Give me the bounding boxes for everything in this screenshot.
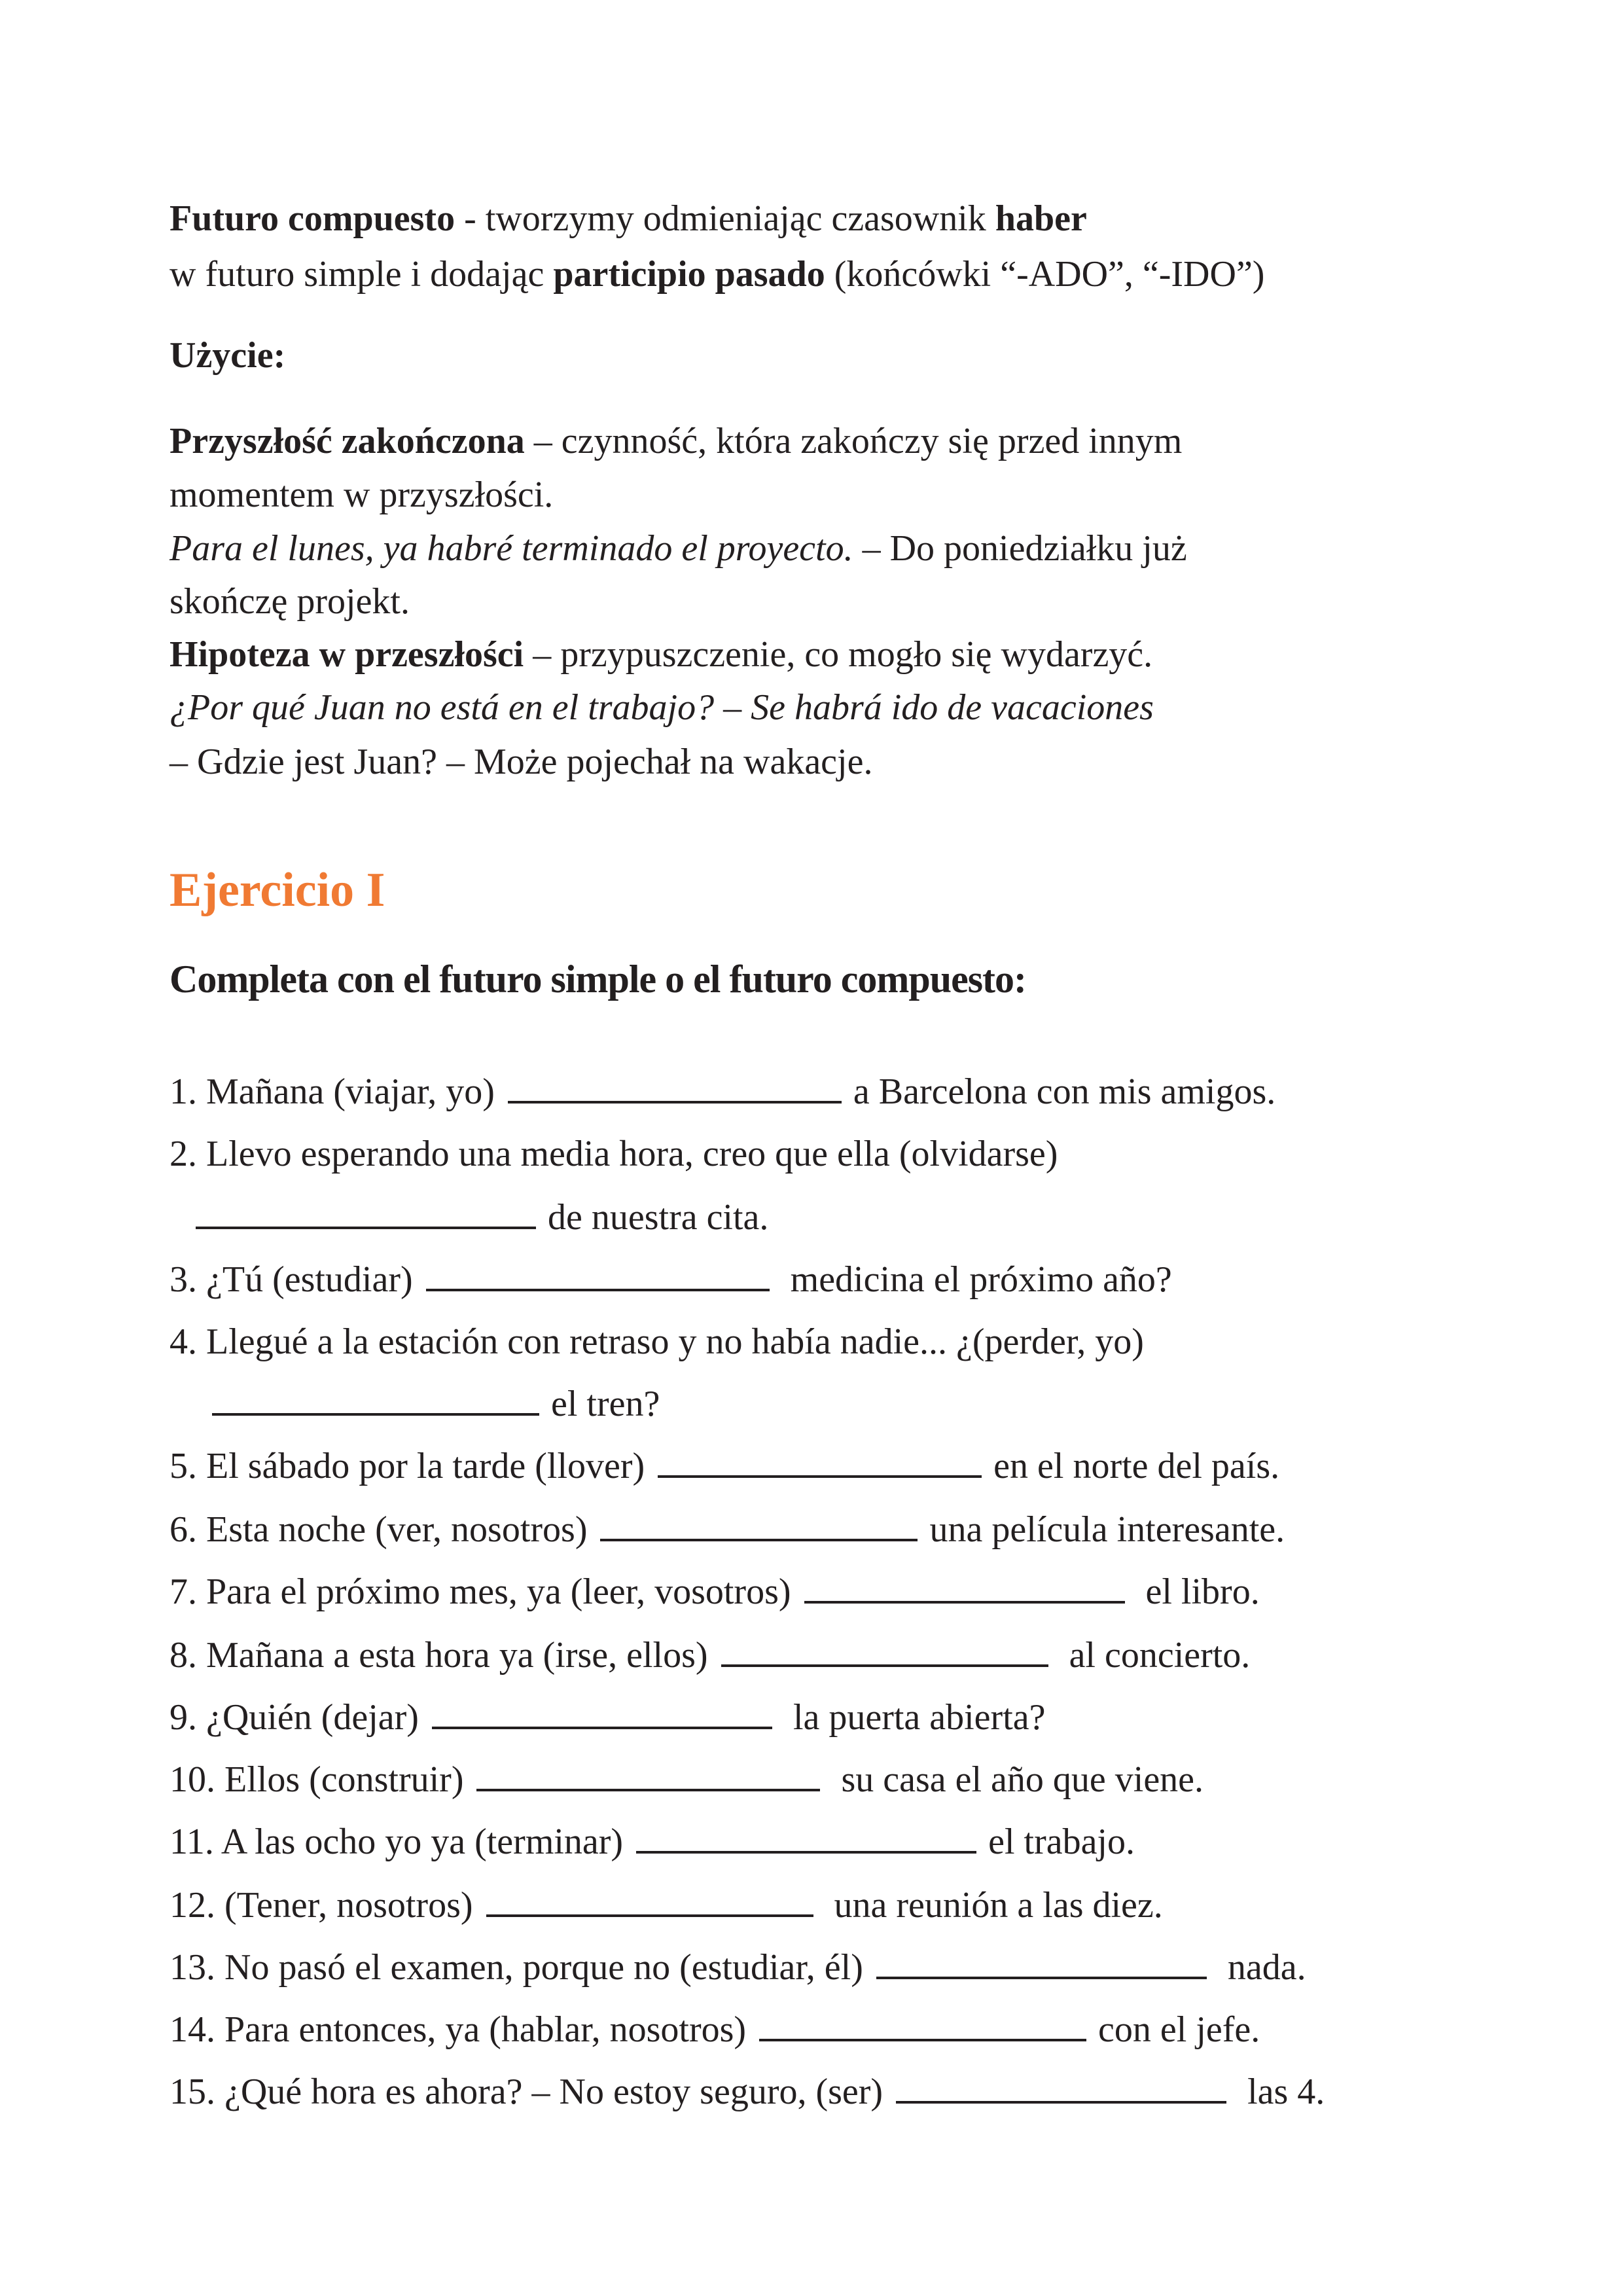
answer-blank[interactable] (432, 1726, 772, 1729)
answer-blank[interactable] (476, 1788, 820, 1791)
answer-blank[interactable] (196, 1226, 536, 1229)
item-prompt: 10. Ellos (construir) (169, 1759, 464, 1800)
example-es: Para el lunes, ya habré terminado el proyecto. (169, 528, 853, 569)
usage-2 (169, 634, 1152, 675)
item-continuation: con el jefe. (1098, 2009, 1260, 2050)
exercise-title: Ejercicio I (169, 863, 385, 917)
item-prompt: 14. Para entonces, ya (hablar, nosotros) (169, 2009, 747, 2050)
usage-1-text: – czynność, która zakończy się przed innym (524, 421, 1183, 461)
exercise-item (212, 1383, 660, 1425)
item-prompt: 3. ¿Tú (estudiar) (169, 1259, 413, 1300)
exercise-item (169, 1821, 1135, 1863)
exercise-item (169, 1445, 1279, 1487)
exercise-item (169, 1634, 1250, 1676)
answer-blank[interactable] (804, 1600, 1125, 1604)
item-prompt: 15. ¿Qué hora es ahora? – No estoy seguro, (ser) (169, 2072, 883, 2112)
exercise-item (169, 1571, 1260, 1613)
answer-blank[interactable] (658, 1475, 982, 1478)
exercise-item (169, 1321, 1144, 1363)
item-prompt: 8. Mañana a esta hora ya (irse, ellos) (169, 1635, 708, 1676)
exercise-item (169, 1696, 1045, 1738)
usage-2-text: – przypuszczenie, co mogło się wydarzyć. (524, 634, 1153, 675)
answer-blank[interactable] (636, 1850, 976, 1854)
usage-1-term: Przyszłość zakończona (169, 421, 525, 461)
item-continuation: la puerta abierta? (783, 1697, 1046, 1738)
item-prompt: 1. Mañana (viajar, yo) (169, 1071, 495, 1112)
exercise-item (169, 1071, 1275, 1113)
answer-blank[interactable] (212, 1412, 539, 1416)
exercise-instruction: Completa con el futuro simple o el futuro compuesto: (169, 958, 1027, 1001)
item-continuation: en el norte del país. (993, 1446, 1280, 1486)
item-continuation: las 4. (1238, 2072, 1325, 2112)
exercise-item (169, 1946, 1306, 1988)
item-prompt: 5. El sábado por la tarde (llover) (169, 1446, 645, 1486)
item-continuation: de nuestra cita. (548, 1197, 769, 1238)
item-continuation: medicina el próximo año? (781, 1259, 1172, 1300)
term-participio: participio pasado (553, 254, 825, 295)
answer-blank[interactable] (486, 1914, 813, 1917)
example-pl: – Do poniedziałku już (853, 528, 1187, 569)
intro-text: (końcówki “-ADO”, “-IDO”) (825, 254, 1265, 295)
intro-text: - tworzymy odmieniając czasownik (455, 198, 995, 239)
answer-blank[interactable] (600, 1538, 918, 1541)
intro-line-1 (169, 198, 1087, 240)
exercise-item (169, 1884, 1163, 1926)
item-prompt: 11. A las ocho yo ya (terminar) (169, 1821, 624, 1862)
item-continuation: una película interesante. (929, 1509, 1285, 1550)
answer-blank[interactable] (896, 2100, 1226, 2104)
intro-line-2 (169, 253, 1264, 295)
exercise-item (169, 2071, 1325, 2113)
item-continuation: una reunión a las diez. (825, 1885, 1163, 1926)
exercise-item (196, 1196, 768, 1238)
item-continuation: al concierto. (1060, 1635, 1251, 1676)
term-haber: haber (995, 198, 1087, 239)
usage-2-term: Hipoteza w przeszłości (169, 634, 524, 675)
answer-blank[interactable] (759, 2038, 1086, 2041)
answer-blank[interactable] (721, 1664, 1048, 1667)
item-continuation: su casa el año que viene. (832, 1759, 1204, 1800)
item-continuation: nada. (1218, 1947, 1306, 1988)
answer-blank[interactable] (508, 1100, 842, 1103)
exercise-item (169, 2009, 1260, 2051)
exercise-item (169, 1509, 1285, 1551)
item-prompt: 4. Llegué a la estación con retraso y no había nadie... ¿(perder, yo) (169, 1321, 1144, 1362)
usage-label: Użycie: (169, 335, 286, 376)
item-prompt: 12. (Tener, nosotros) (169, 1885, 473, 1926)
exercise-item (169, 1133, 1058, 1175)
exercise-item (169, 1759, 1204, 1801)
exercise-item (169, 1259, 1172, 1300)
item-prompt: 9. ¿Quién (dejar) (169, 1697, 419, 1738)
item-prompt: 2. Llevo esperando una media hora, creo que ella (olvidarse) (169, 1134, 1058, 1174)
usage-1-example-cont: skończę projekt. (169, 581, 410, 622)
item-continuation: el trabajo. (988, 1821, 1135, 1862)
usage-1 (169, 420, 1182, 462)
answer-blank[interactable] (876, 1976, 1207, 1979)
item-prompt: 6. Esta noche (ver, nosotros) (169, 1509, 588, 1550)
usage-1-cont: momentem w przyszłości. (169, 475, 554, 515)
item-prompt: 7. Para el próximo mes, ya (leer, vosotros) (169, 1571, 791, 1612)
item-prompt: 13. No pasó el examen, porque no (estudiar, él) (169, 1947, 863, 1988)
term-futuro-compuesto: Futuro compuesto (169, 198, 455, 239)
item-continuation: el libro. (1136, 1571, 1260, 1612)
usage-1-example (169, 528, 1187, 569)
usage-2-translation: – Gdzie jest Juan? – Może pojechał na wakacje. (169, 742, 873, 782)
answer-blank[interactable] (426, 1288, 770, 1291)
item-continuation: a Barcelona con mis amigos. (853, 1071, 1276, 1112)
item-continuation: el tren? (551, 1384, 660, 1424)
usage-2-example: ¿Por qué Juan no está en el trabajo? – Se habrá ido de vacaciones (169, 687, 1154, 728)
intro-text: w futuro simple i dodając (169, 254, 554, 295)
